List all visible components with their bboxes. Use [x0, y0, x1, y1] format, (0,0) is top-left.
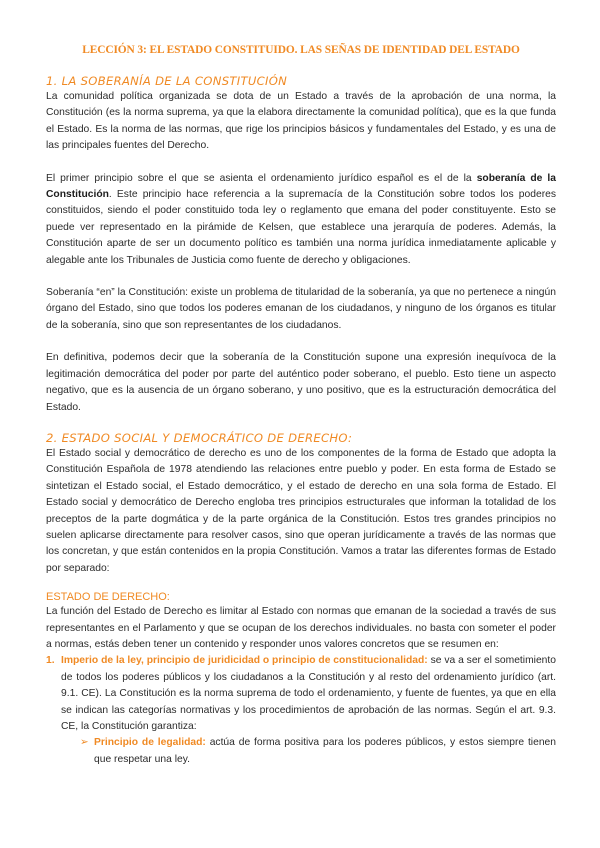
section-heading: 2. ESTADO SOCIAL Y DEMOCRÁTICO DE DERECHO: [46, 430, 353, 445]
sub-list [61, 735, 556, 768]
lesson-title: LECCIÓN 3: EL ESTADO CONSTITUIDO. LAS SEÑAS DE IDENTIDAD DEL ESTADO [82, 44, 520, 56]
section-heading: 1. LA SOBERANÍA DE LA CONSTITUCIÓN [46, 74, 288, 88]
paragraph [46, 171, 556, 269]
paragraph: La función del Estado de Derecho es limitar al Estado con normas que emanan de la sociedad a través de sus representantes en el Parlamento y que se ocupan de los derechos individuales. no basta con someter el poder a normas, estás deben tener un contenido y responder unos valores concretos que se resumen en: [46, 606, 556, 650]
arrow-bullet-icon: ➢ [80, 737, 89, 749]
list-item-text: se va a ser el sometimiento de todos los poderes públicos y los ciudadanos a la Constitución y al resto del ordenamiento jurídico (art. 9.1. CE). La Constitución es la norma suprema de todo el ordenamiento, y fuente de fuentes, ya que en ella se indican las categorías normativas y los procedimientos de aprobación de las normas. Según el art. 9.3. CE, la Constitución garantiza: [61, 655, 556, 732]
paragraph: La comunidad política organizada se dota de un Estado a través de la aprobación de una norma, la Constitución (es la norma suprema, ya que la elabora directamente la comunidad política), que es la que funda el Estado. Es la norma de las normas, que rige los principios básicos y fundamentales del Estado, y es una de las principales fuentes del Derecho. [46, 91, 556, 152]
sub-item-title: Principio de legalidad: [94, 737, 206, 749]
section-soberania [46, 74, 556, 416]
paragraph: En definitiva, podemos decir que la soberanía de la Constitución supone una expresión inequívoca de la legitimación democrática del poder por parte del auténtico poder soberano, el pueblo. Esto tiene un aspecto negativo, que es la ausencia de un órgano soberano, y uno positivo, que es la estructuración democrática del Estado. [46, 352, 556, 413]
list-item-title: Imperio de la ley, principio de juridicidad o principio de constitucionalidad: [61, 655, 428, 667]
sub-item-text: actúa de forma positiva para los poderes públicos, y estos siempre tienen que respetar una ley. [94, 737, 557, 765]
numbered-list [46, 653, 556, 768]
text-run: . Este principio hace referencia a la supremacía de la Constitución sobre todos los poderes constituidos, siendo el poder constituido toda ley o reglamento que emana del poder constituyente. Esto se puede ver representado en la pirámide de Kelsen, que establece una jerarquía de poderes. Además, la Constitución aparte de ser un documento político es también una norma jurídica inmediatamente aplicable y alegable ante los Tribunales de Justicia como fuente de derecho y obligaciones. [46, 189, 556, 266]
text-run: El primer principio sobre el que se asienta el ordenamiento jurídico español es el de la [46, 172, 477, 184]
section-estado-derecho [46, 591, 556, 768]
list-number: 1. [46, 655, 55, 667]
list-item [46, 653, 556, 768]
section-estado-social [46, 431, 556, 577]
paragraph: Soberanía “en” la Constitución: existe un problema de titularidad de la soberanía, ya que no pertenece a ningún órgano del Estado, sino que todos los poderes emanan de los ciudadanos, y ninguno de los órganos es titular de la soberanía, sino que son representantes de los ciudadanos. [46, 287, 556, 331]
paragraph: El Estado social y democrático de derecho es uno de los componentes de la forma de Estado que adopta la Constitución Española de 1978 atendiendo las relaciones entre pueblo y poder. En esta forma de Estado se sintetizan el Estado social, el Estado democrático, y el estado de derecho en una sola forma de Estado. El Estado social y democrático de Derecho engloba tres principios estructurales que informan la totalidad de los preceptos de la parte dogmática y de la parte orgánica de la Constitución. Estos tres grandes principios no suelen aplicarse directamente para resolver casos, sino que operan jurídicamente a través de las normas que los concretan, y que están contenidos en la propia Constitución. Vamos a tratar las diferentes formas de Estado por separado: [46, 447, 556, 574]
subsection-heading: ESTADO DE DERECHO: [46, 591, 170, 604]
bold-term: soberanía de la Constitución [46, 172, 556, 201]
sub-list-item [80, 735, 556, 768]
